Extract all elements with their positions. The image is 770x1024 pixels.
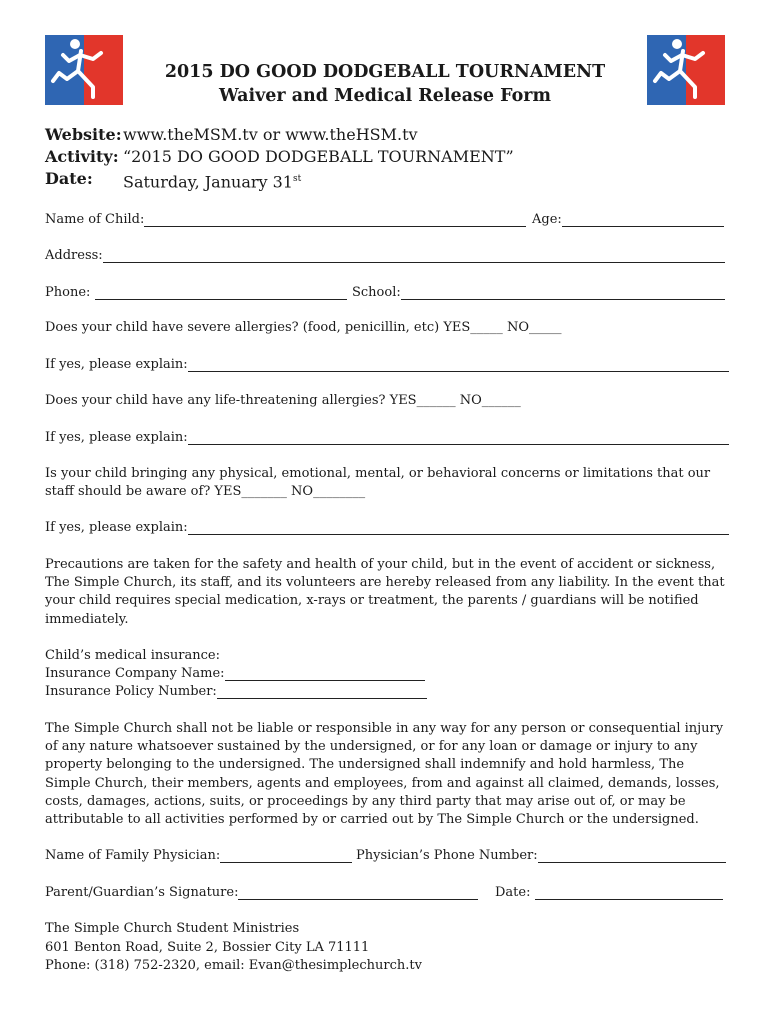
title-line-2: Waiver and Medical Release Form: [218, 86, 551, 106]
form-title: [0, 60, 770, 108]
severe-allergies-explain-row: [45, 357, 729, 372]
signature-field[interactable]: [238, 885, 478, 900]
physician-phone-field[interactable]: [538, 848, 726, 863]
precautions-paragraph: Precautions are taken for the safety and health of your child, but in the event of accident or sickness, The Simple Church, its staff, and its volunteers are hereby released from any liability. In the event that your child requires special medication, x-rays or treatment, the parents / guardians will be notified immediately.: [45, 557, 725, 627]
physician-label: Name of Family Physician:: [45, 848, 221, 863]
date-row: [45, 168, 514, 193]
concerns-explain-row: [45, 520, 729, 535]
child-name-row: [45, 212, 526, 227]
address-label: Address:: [45, 248, 103, 263]
age-field[interactable]: [562, 212, 724, 227]
contact-footer: [45, 920, 422, 976]
date-suffix: st: [292, 174, 302, 184]
physician-phone-label: Physician’s Phone Number:: [356, 848, 538, 863]
life-threatening-explain-label: If yes, please explain:: [45, 430, 188, 445]
activity-value: “2015 DO GOOD DODGEBALL TOURNAMENT”: [123, 147, 514, 166]
severe-allergies-question: Does your child have severe allergies? (food, penicillin, etc) YES_____ NO_____: [45, 320, 562, 335]
insurance-policy-row: [45, 684, 427, 699]
life-threatening-allergies-question: Does your child have any life-threatening allergies? YES______ NO______: [45, 393, 521, 408]
school-field[interactable]: [401, 285, 725, 300]
insurance-policy-field[interactable]: [217, 684, 427, 699]
title-line-1: 2015 DO GOOD DODGEBALL TOURNAMENT: [164, 62, 606, 82]
age-row: [532, 212, 724, 227]
concerns-explain-label: If yes, please explain:: [45, 520, 188, 535]
signature-label: Parent/Guardian’s Signature:: [45, 885, 239, 900]
website-value: www.theMSM.tv or www.theHSM.tv: [123, 125, 418, 144]
school-label: School:: [352, 285, 401, 300]
date-label: Date:: [45, 169, 93, 188]
footer-contact: Phone: (318) 752-2320, email: Evan@thesimplechurch.tv: [45, 958, 422, 973]
website-label: Website:: [45, 125, 122, 144]
concerns-question: Is your child bringing any physical, emotional, mental, or behavioral concerns or limitations that our staff should be aware of? YES_______ NO________: [45, 466, 711, 500]
severe-allergies-explain-label: If yes, please explain:: [45, 357, 188, 372]
concerns-explain-field[interactable]: [188, 520, 729, 535]
insurance-company-row: [45, 666, 425, 681]
insurance-company-label: Insurance Company Name:: [45, 666, 225, 681]
child-name-field[interactable]: [144, 212, 526, 227]
child-name-label: Name of Child:: [45, 212, 145, 227]
life-threatening-explain-field[interactable]: [188, 430, 729, 445]
address-field[interactable]: [103, 248, 725, 263]
website-row: [45, 124, 514, 146]
insurance-heading: Child’s medical insurance:: [45, 648, 220, 663]
physician-field[interactable]: [220, 848, 352, 863]
insurance-policy-label: Insurance Policy Number:: [45, 684, 217, 699]
event-info: [45, 124, 514, 193]
footer-address: 601 Benton Road, Suite 2, Bossier City LA 71111: [45, 939, 370, 955]
phone-field[interactable]: [95, 285, 347, 300]
address-row: [45, 248, 725, 263]
insurance-company-field[interactable]: [225, 666, 425, 681]
liability-paragraph: The Simple Church shall not be liable or responsible in any way for any person or consequential injury of any nature whatsoever sustained by the undersigned, or for any loan or damage or injury to any property belonging to the undersigned. The undersigned shall indemnify and hold harmless, The Simple Church, their members, agents and employees, from and against all claimed, demands, losses, costs, damages, actions, suits, or proceedings by any third party that may arise out of, or may be attributable to all activities performed by or carried out by The Simple Church or the undersigned.: [45, 721, 724, 828]
sign-date-row: [495, 885, 723, 900]
physician-phone-row: [356, 848, 726, 863]
severe-allergies-explain-field[interactable]: [188, 357, 729, 372]
sign-date-field[interactable]: [535, 885, 723, 900]
sign-date-label: Date:: [495, 885, 531, 900]
activity-label: Activity:: [45, 147, 119, 166]
life-threatening-explain-row: [45, 430, 729, 445]
school-row: [352, 285, 725, 300]
phone-row: [45, 285, 347, 300]
activity-row: [45, 146, 514, 168]
phone-label: Phone:: [45, 285, 91, 300]
physician-row: [45, 848, 352, 863]
date-value: Saturday, January 31st: [123, 172, 302, 192]
signature-row: [45, 885, 478, 900]
age-label: Age:: [532, 212, 562, 227]
footer-org: The Simple Church Student Ministries: [45, 921, 300, 936]
